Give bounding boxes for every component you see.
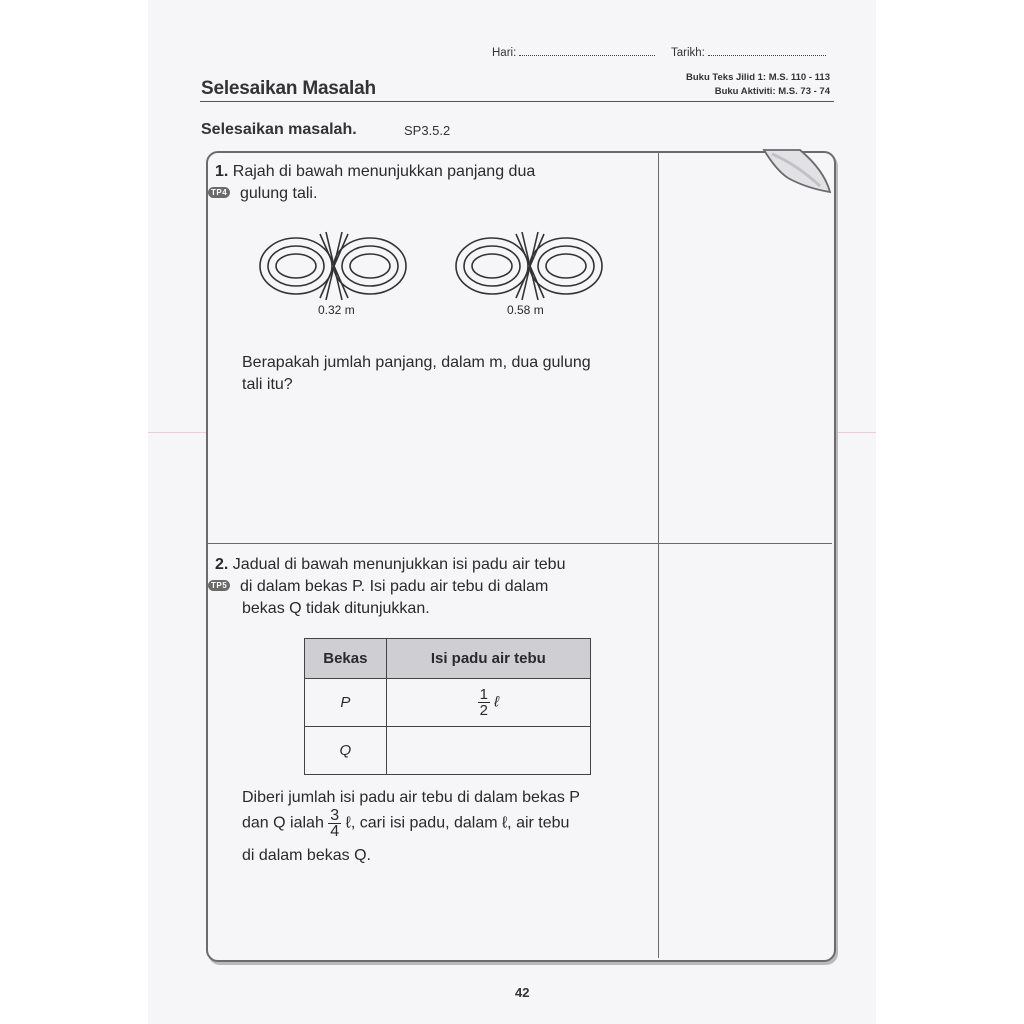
section-subtitle: Selesaikan masalah.	[201, 121, 357, 138]
page-number: 42	[515, 985, 530, 1000]
table-cell-volume-p	[386, 679, 590, 727]
q1-tp-badge: TP4	[208, 187, 230, 198]
hari-field	[492, 45, 655, 59]
q1-question-line2: tali itu?	[242, 376, 293, 393]
q2-tp-badge: TP5	[208, 580, 230, 591]
q2-given-line2	[242, 808, 569, 839]
unit-litre: ℓ	[494, 693, 500, 711]
q2-text-line3: bekas Q tidak ditunjukkan.	[242, 600, 430, 617]
hari-blank	[519, 45, 655, 56]
hari-label: Hari:	[492, 47, 517, 59]
rope1-caption: 0.32 m	[318, 303, 355, 317]
table-row	[305, 727, 591, 775]
book-ref-1: Buku Teks Jilid 1: M.S. 110 - 113	[686, 72, 830, 83]
fraction-p	[478, 687, 490, 718]
q1-line1	[215, 161, 535, 182]
column-divider	[658, 151, 659, 958]
table-header-bekas: Bekas	[305, 639, 387, 679]
fraction-p-denominator: 2	[479, 702, 488, 719]
given-fraction	[328, 808, 341, 839]
tarikh-field	[671, 45, 826, 59]
volume-table	[304, 638, 591, 775]
row-divider	[208, 543, 832, 544]
title-rule	[200, 101, 834, 102]
rope-coil-2-icon	[452, 226, 612, 304]
tarikh-blank	[708, 45, 826, 56]
table-cell-bekas-p: P	[305, 679, 387, 727]
page-title: Selesaikan Masalah	[201, 78, 376, 99]
q2-text-line2: di dalam bekas P. Isi padu air tebu di dalam	[240, 578, 549, 595]
q2-given-line2-a: dan Q ialah	[242, 814, 324, 832]
q2-given-line2-b: ℓ, cari isi padu, dalam ℓ, air tebu	[345, 814, 570, 832]
table-cell-bekas-q: Q	[305, 727, 387, 775]
q1-text-line1: Rajah di bawah menunjukkan panjang dua	[232, 163, 536, 180]
given-fraction-numerator: 3	[330, 807, 340, 824]
rope2-caption: 0.58 m	[507, 303, 544, 317]
q2-text-line1: Jadual di bawah menunjukkan isi padu air tebu	[232, 556, 566, 573]
q1-number: 1.	[215, 163, 229, 180]
table-cell-volume-q	[386, 727, 590, 775]
fraction-p-numerator: 1	[479, 686, 488, 703]
q2-given-line1: Diberi jumlah isi padu air tebu di dalam bekas P	[242, 789, 580, 806]
q2-line1	[215, 554, 565, 575]
tarikh-label: Tarikh:	[671, 47, 705, 59]
q2-number: 2.	[215, 556, 229, 573]
table-header-isipadu: Isi padu air tebu	[386, 639, 590, 679]
q1-question-line1: Berapakah jumlah panjang, dalam m, dua gulung	[242, 354, 591, 371]
page-curl-icon	[762, 148, 834, 196]
book-ref-2: Buku Aktiviti: M.S. 73 - 74	[714, 86, 830, 97]
rope-coil-1-icon	[256, 226, 416, 304]
table-row	[305, 679, 591, 727]
table-header-row	[305, 639, 591, 679]
sp-code: SP3.5.2	[404, 123, 451, 138]
given-fraction-denominator: 4	[330, 823, 340, 840]
q1-text-line2: gulung tali.	[240, 185, 318, 202]
q2-given-line3: di dalam bekas Q.	[242, 847, 371, 864]
page-margin	[876, 0, 1024, 1024]
